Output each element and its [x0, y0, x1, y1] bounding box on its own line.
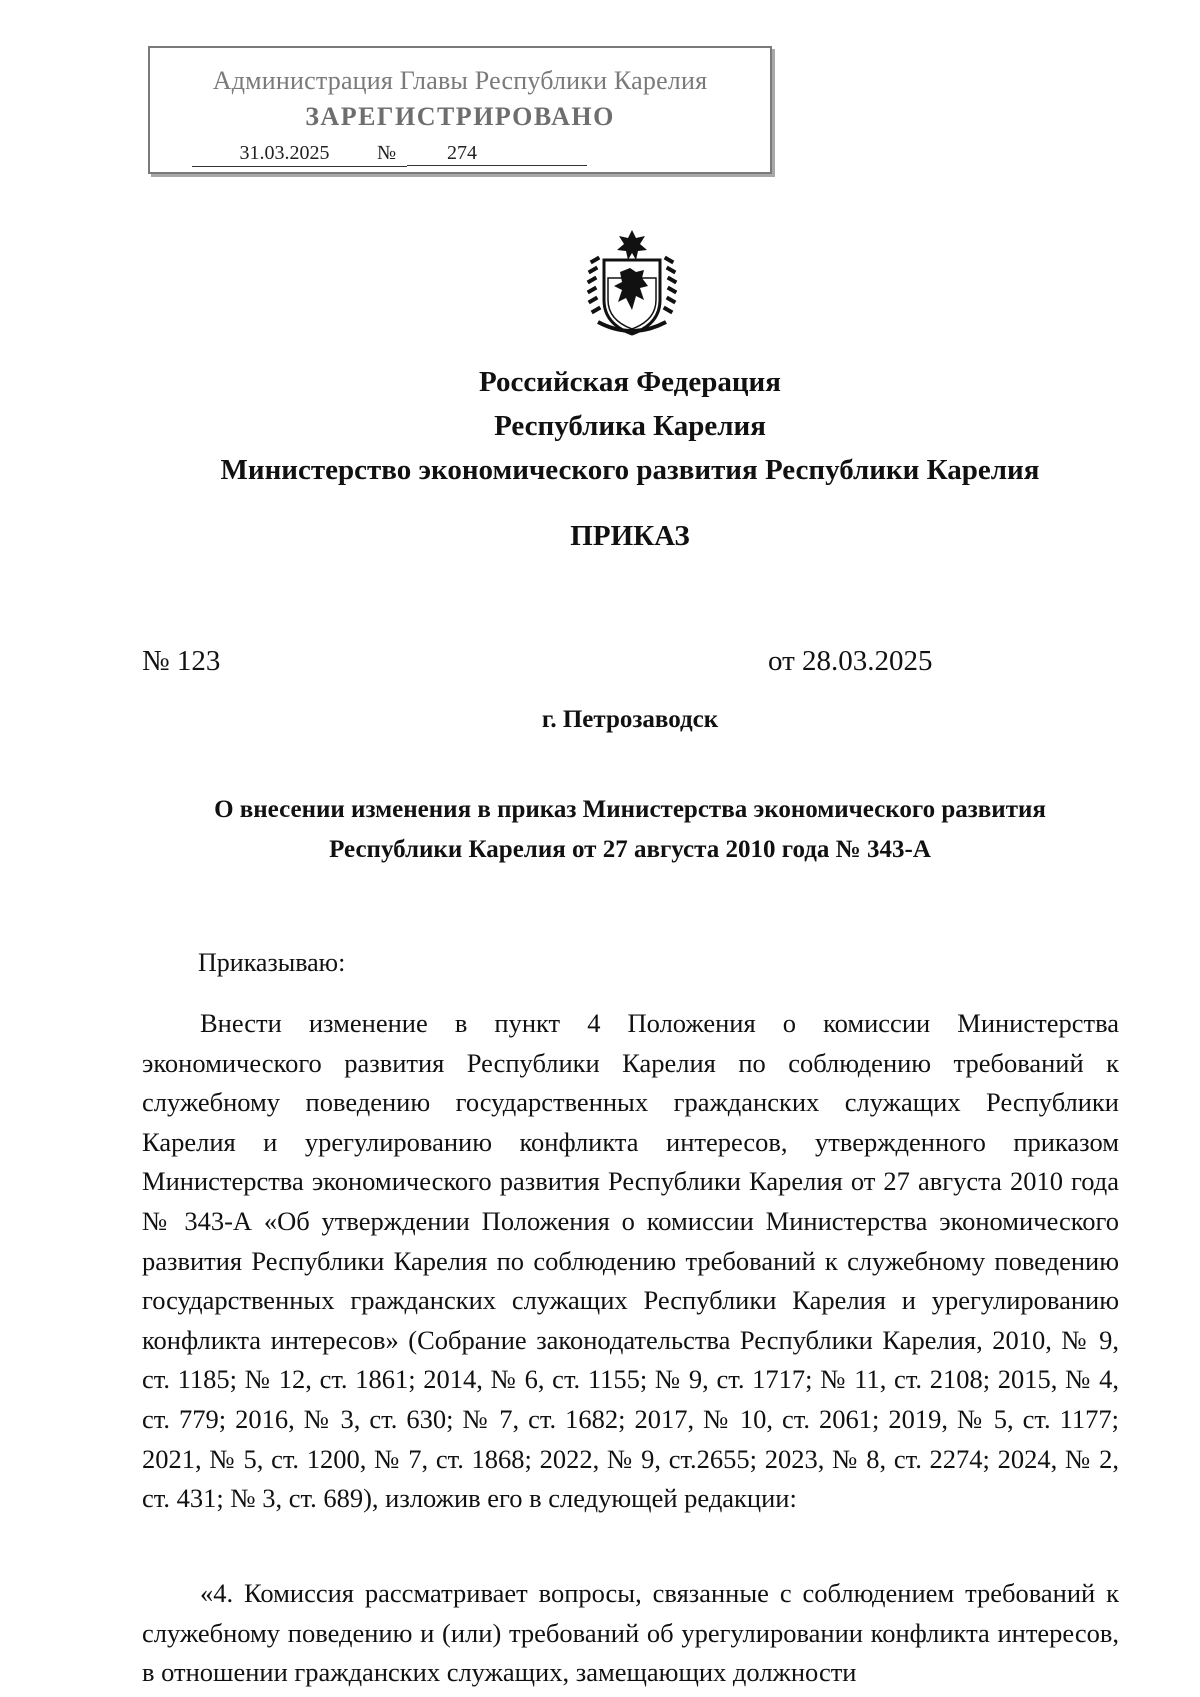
order-subject-line-1: О внесении изменения в приказ Министерства экономического развития	[214, 796, 1046, 823]
body-paragraph-1: Внести изменение в пункт 4 Положения о комиссии Министерства экономического развития Республики Карелия по соблюдению требований к служебному поведению государственных гражданских служащих Республики Карелия и урегулированию конфликта интересов, утвержденного приказом Министерства экономического развития Республики Карелия от 27 августа 2010 года № 343-А «Об утверждении Положения о комиссии Министерства экономического развития Республики Карелия по соблюдению требований к служебному поведению государственных гражданских служащих Республики Карелия и урегулированию конфликта интересов» (Собрание законодательства Республики Карелия, 2010, № 9, ст. 1185; № 12, ст. 1861; 2014, № 6, ст. 1155; № 9, ст. 1717; № 11, ст. 2108; 2015, № 4, ст. 779; 2016, № 3, ст. 630; № 7, ст. 1682; 2017, № 10, ст. 2061; 2019, № 5, ст. 1177; 2021, № 5, ст. 1200, № 7, ст. 1868; 2022, № 9, ст.2655; 2023, № 8, ст. 2274; 2024, № 2, ст. 431; № 3, ст. 689), изложив его в следующей редакции:	[142, 1008, 1119, 1514]
order-directive: Приказываю:	[198, 948, 346, 977]
order-subject	[100, 790, 1160, 870]
body-paragraph-2: «4. Комиссия рассматривает вопросы, связанные с соблюдением требований к служебному поведению и (или) требований об урегулировании конфликта интересов, в отношении гражданских служащих, замещающих должности	[142, 1578, 1119, 1688]
order-subject-line-2: Республики Карелия от 27 августа 2010 года № 343-А	[329, 836, 931, 863]
stamp-number: 274	[407, 142, 587, 166]
document-type: ПРИКАЗ	[570, 520, 690, 552]
stamp-organization: Администрация Главы Республики Карелия	[212, 66, 708, 95]
header-republic: Республика Карелия	[494, 410, 766, 442]
stamp-status: ЗАРЕГИСТРИРОВАНО	[305, 102, 615, 131]
registration-stamp	[148, 46, 772, 174]
stamp-date: 31.03.2025	[192, 142, 377, 167]
stamp-number-sign: №	[377, 142, 407, 167]
order-date: от 28.03.2025	[768, 645, 933, 677]
header-country: Российская Федерация	[479, 366, 781, 398]
karelia-coat-of-arms-icon	[584, 228, 680, 340]
order-city: г. Петрозаводск	[541, 706, 719, 733]
header-ministry: Министерство экономического развития Республики Карелия	[220, 454, 1040, 486]
order-number: № 123	[142, 645, 221, 677]
